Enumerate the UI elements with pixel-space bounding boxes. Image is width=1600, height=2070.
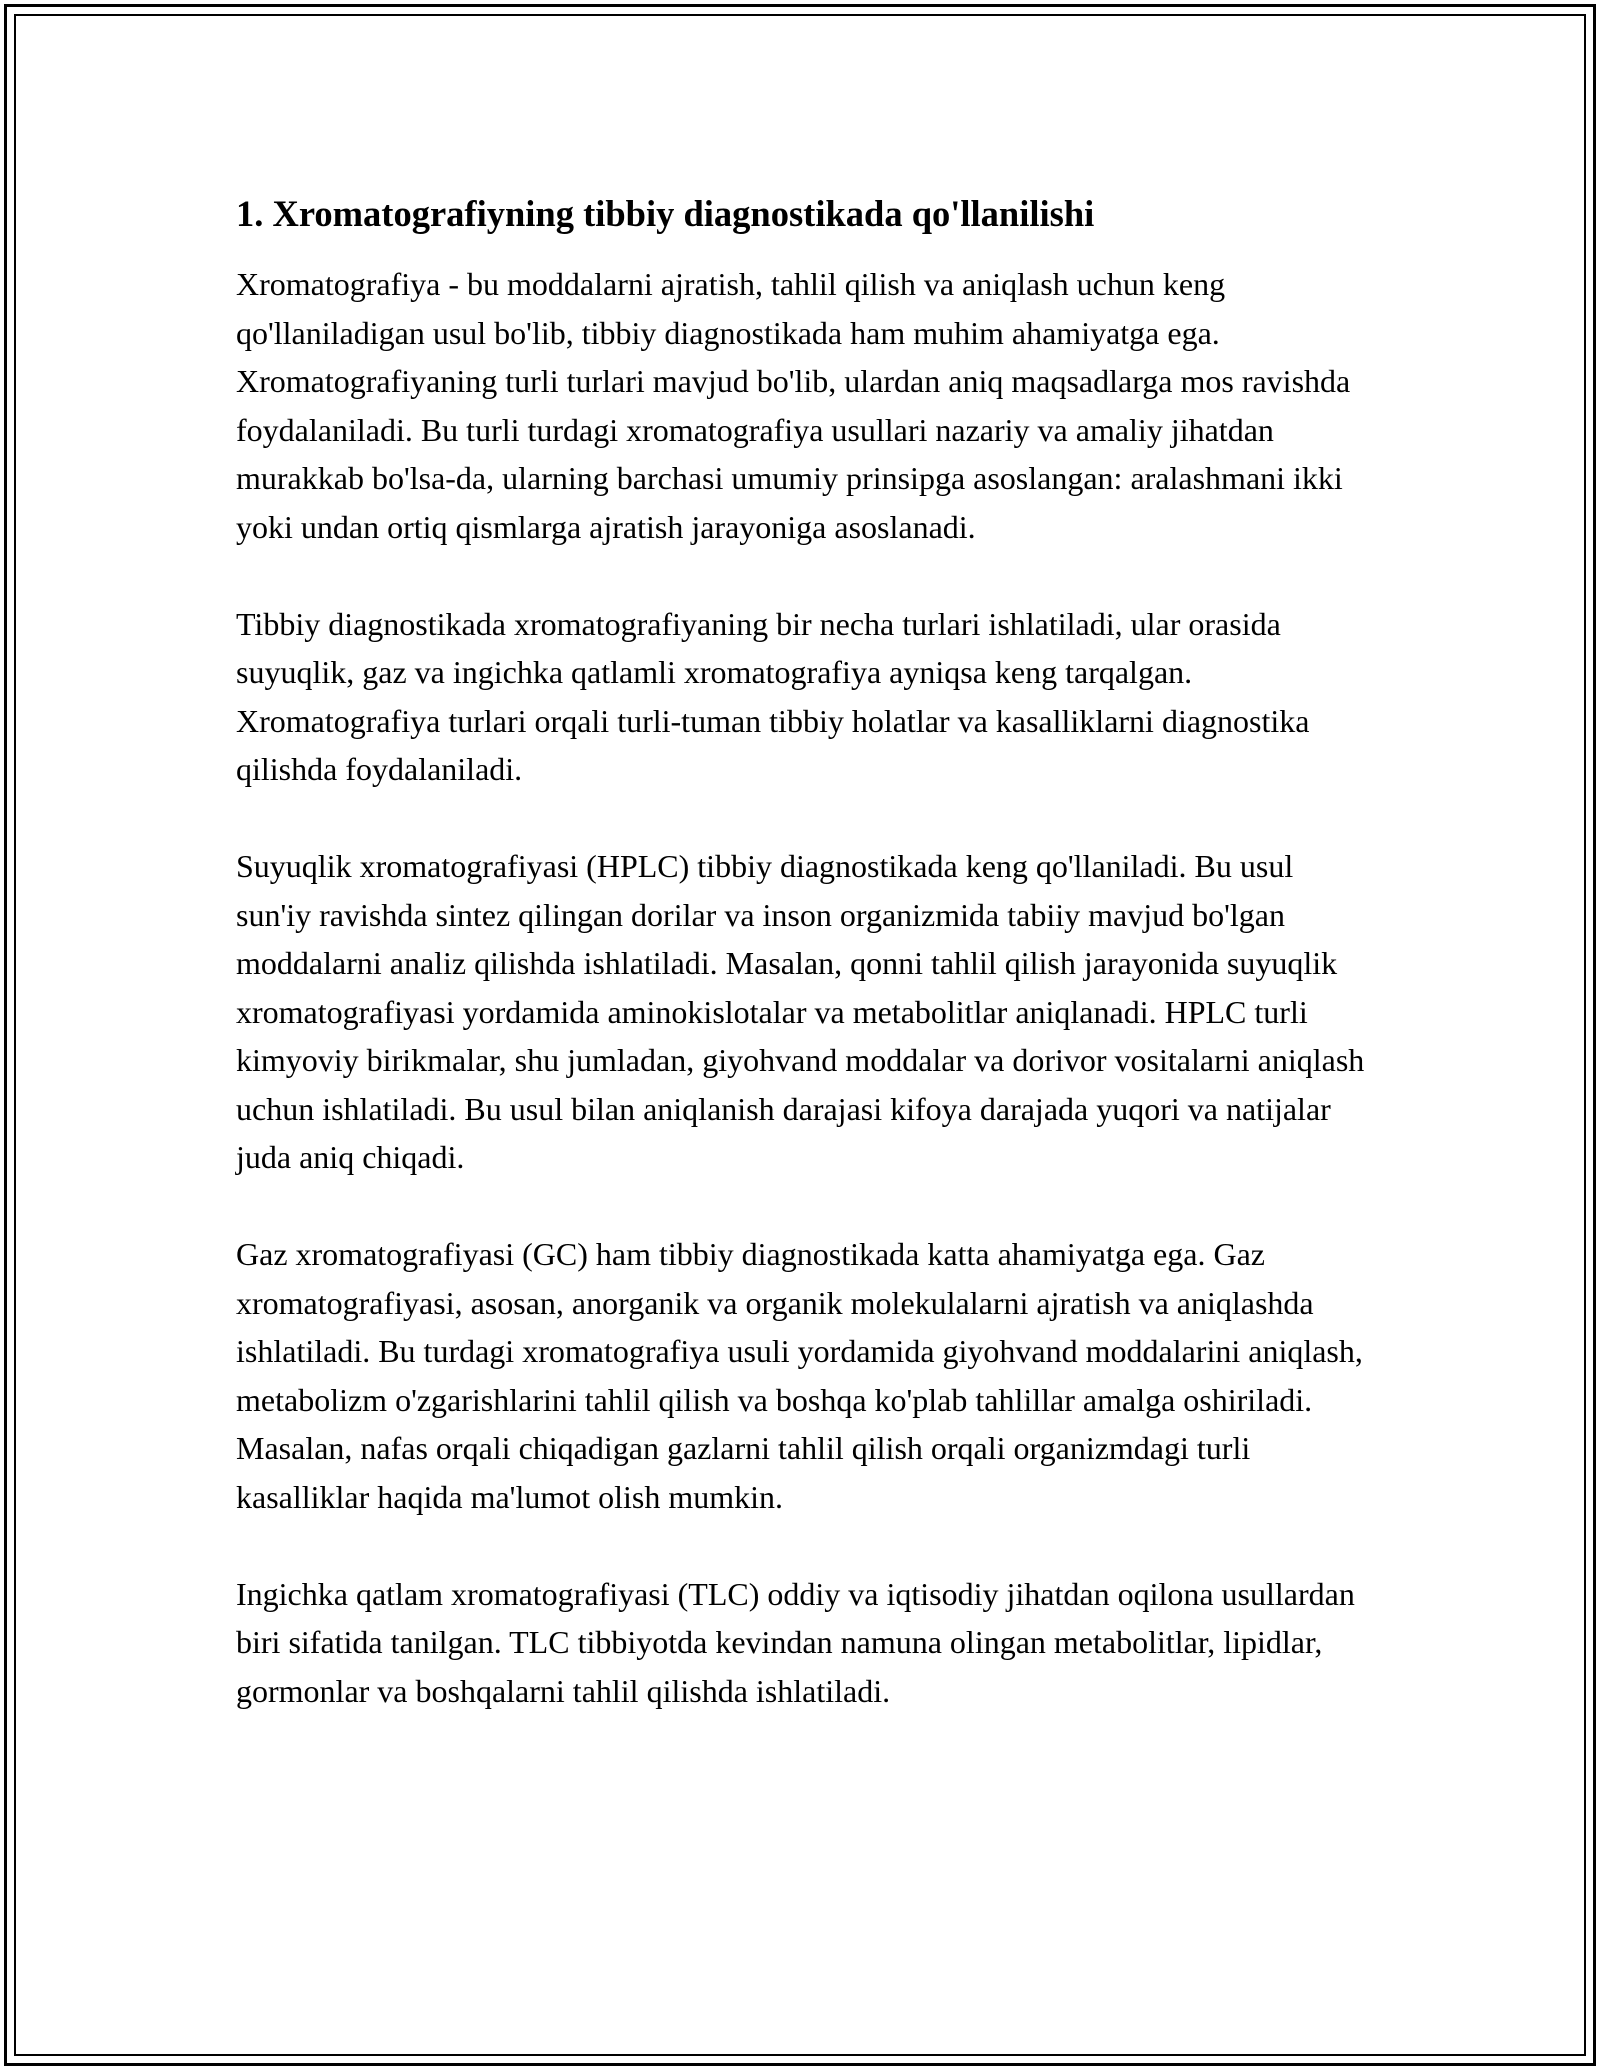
paragraph-gc: Gaz xromatografiyasi (GC) ham tibbiy diagnostikada katta ahamiyatga ega. Gaz xromatografiyasi, asosan, anorganik va organik molekulalarni ajratish va aniqlashda ishlatiladi. Bu turdagi xromatografiya usuli yordamida giyohvand moddalarini aniqlash, metabolizm o'zgarishlarini tahlil qilish va boshqa ko'plab tahlillar amalga oshiriladi. Masalan, nafas orqali chiqadigan gazlarni tahlil qilish orqali organizmdagi turli kasalliklar haqida ma'lumot olish mumkin. [236, 1236, 1363, 1515]
paragraph-types: Tibbiy diagnostikada xromatografiyaning bir necha turlari ishlatiladi, ular orasida suyuqlik, gaz va ingichka qatlamli xromatografiya ayniqsa keng tarqalgan. Xromatografiya turlari orqali turli-tuman tibbiy holatlar va kasalliklarni diagnostika qilishda foydalaniladi. [236, 605, 1310, 787]
paragraph-tlc: Ingichka qatlam xromatografiyasi (TLC) oddiy va iqtisodiy jihatdan oqilona usullardan biri sifatida tanilgan. TLC tibbiyotda kevindan namuna olingan metabolitlar, lipidlar, gormonlar va boshqalarni tahlil qilishda ishlatiladi. [236, 1575, 1355, 1709]
paragraph-hplc: Suyuqlik xromatografiyasi (HPLC) tibbiy diagnostikada keng qo'llaniladi. Bu usul sun'iy ravishda sintez qilingan dorilar va inson organizmida tabiiy mavjud bo'lgan moddalarni analiz qilishda ishlatiladi. Masalan, qonni tahlil qilish jarayonida suyuqlik xromatografiyasi yordamida aminokislotalar va metabolitlar aniqlanadi. HPLC turli kimyoviy birikmalar, shu jumladan, giyohvand moddalar va dorivor vositalarni aniqlash uchun ishlatiladi. Bu usul bilan aniqlanish darajasi kifoya darajada yuqori va natijalar juda aniq chiqadi. [236, 848, 1365, 1175]
document-body [236, 186, 1376, 1715]
paragraph-intro: Xromatografiya - bu moddalarni ajratish, tahlil qilish va aniqlash uchun keng qo'llaniladigan usul bo'lib, tibbiy diagnostikada ham muhim ahamiyatga ega. Xromatografiyaning turli turlari mavjud bo'lib, ulardan aniq maqsadlarga mos ravishda foydalaniladi. Bu turli turdagi xromatografiya usullari nazariy va amaliy jihatdan murakkab bo'lsa-da, ularning barchasi umumiy prinsipga asoslangan: aralashmani ikki yoki undan ortiq qismlarga ajratish jarayoniga asoslanadi. [236, 266, 1351, 545]
section-heading: 1. Xromatografiyning tibbiy diagnostikada qo'llanilishi [236, 193, 1095, 234]
